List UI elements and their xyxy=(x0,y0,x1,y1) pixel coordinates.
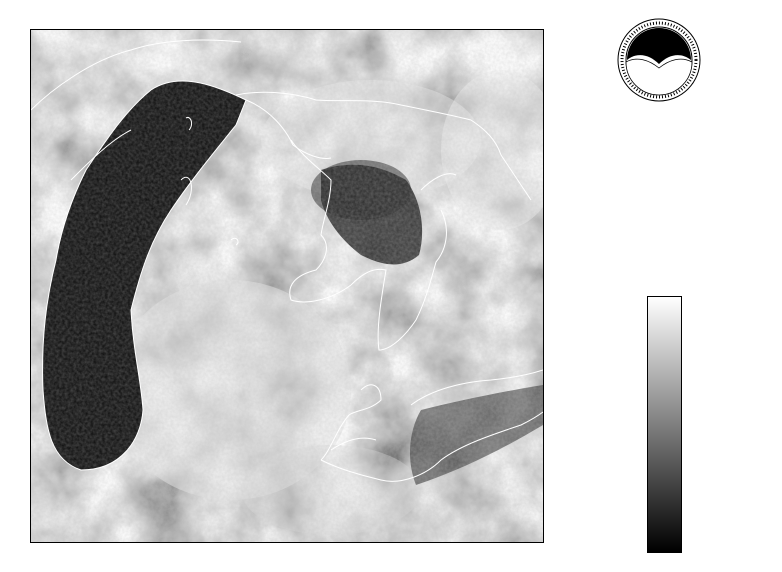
noaa-logo-icon xyxy=(617,18,701,102)
reflectance-colorbar xyxy=(647,296,682,553)
satellite-image-canvas xyxy=(31,30,543,542)
satellite-image xyxy=(30,29,544,543)
